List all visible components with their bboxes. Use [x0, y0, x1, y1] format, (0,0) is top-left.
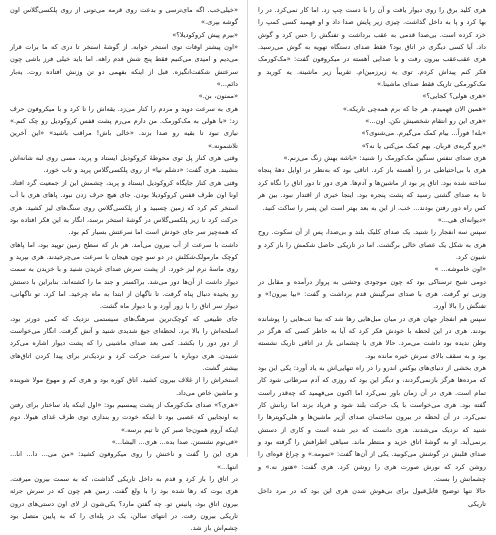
paragraph: هری این را گفت و ناخنش را روی میکروفون کشید: «من می... دا... انا... انتها...» — [10, 450, 238, 471]
paragraph: «خیلی‌خب. اگه ما‌ی‌ترسی و بدعت روی قرمه می‌تونی از روی پلکسی‌گلاس اون گوشه بپری.» — [10, 6, 238, 27]
paragraph: «دیوانه‌ای هی...» — [437, 215, 486, 224]
left-page — [0, 0, 248, 533]
paragraph: وقتی هری کنار پل توی محوطهٔ کروکودیل ایستاد و پرید، مسی روی لبه شانه‌اش بنشیند. هری گفت: «دشلم نیا» از روی پلکسی‌گلاس پرید و تاب خورد. — [10, 154, 238, 175]
paragraph: «هری؟» صدای مک‌کورمک از پشت پیمسیم بود: «اول اینکه یاد ساختار برای رفتن به اونجاییں که عصبی بود تا اینکه خودت رو بندازی توی ظرف غذای هیولا. دوم اینکه آروم همون‌جا صبر کن تا تیم برسه.» — [10, 401, 238, 434]
paragraph: دومی شیح ترسناکی بود که چون موجودی وحشی به پرواز درآمده و مقابل در وزنی تو گرفت. هری با صدای سرگینش قدم برداشت و گفت: «بیا بیرون!» و تفنگش را بالا آورد. — [258, 277, 486, 311]
paragraph: وقتی هری کنار جایگاه کروکودیل ایستاد و پرید، چشمش این از جمعیت گرد افتاد. اونا اون طرف قفس کروکودیلا بودن. جای هیچ حرف زدن نبود. پاهای هری با آب استخر کم کرد که زمین چسبید و از پلکسی‌گلاس روی سنگ‌های لیز کشید. هری حرکت کرد تا زیر پلکسی‌گلاس در گوشهٔ استخر برسد، انگار به این فکر افتاده بود که همه‌چیز سر جای خودش است اما سرعتش بسیار کم بود. — [10, 178, 238, 237]
paragraph: «بیرم پیش کروکودیلا؟» — [172, 30, 238, 39]
paragraph: «هری این رو انتقام شخصیش نکن. اون...» — [365, 117, 486, 126]
paragraph: هری صدای تنفس سنگین مک‌کورمک را شنید: «باشه بهش زنگ می‌زنم.» — [283, 154, 486, 163]
paragraph: «برو گربه‌ی قربان. بهم کمک می‌کنی یا نه؟» — [361, 141, 486, 150]
paragraph: «ممنون، بن.» — [198, 92, 238, 101]
paragraph: داشت با سرعت از آب بیرون می‌آمد. هر بار که سطح زمین توپید بود، اما پاهای کوچک مارمولک‌شکلش در دو سو چون هیجان با سرعت می‌چرخیدند. هری بپرید و روی ماسهٔ نرم لیز خورد. از پشت سرش صدای غریدن شنید و با خزیدن به سمت دیوار داشت از آن‌ها دور می‌شد. براکستر و جند ما را کشته‌اند. بنابراین با دستش رو یخیده دنبال پناه گرفت. تا ناگهان از ابتدا به ماه چرخید. اما کرد. تو ناگهانی، دیوار سر اتاق را با زور آورد و با دیوار ماه گشت. — [10, 240, 238, 311]
paragraph: «همین الان فهمیدم. هر جا که برم همه‌چی تاریکه.» — [342, 104, 486, 113]
paragraph: جای طبیعی که کوچک‌ترین سرهنگ‌های سیستمی نزدیک که کمی دورتر بود، اسلحه‌اش را بالا برد. لحظه‌ای جیغ شدیدی شنید و آتش گرفت. انگار می‌خواست از دور دور را بکشد. کمی بعد صدای ماشینی را که پشت دیوار اشاره می‌کرد شنیدن. هری دوباره با سرعت حرکت کرد و نزدیک‌تر برای پیدا کردن اتاق‌های بیشتر گشت. — [10, 314, 238, 372]
paragraph: هری با بی‌احتیاطی در را آهسته باز کرد. اتاقی بود که به‌نظر در اوایل دههٔ پنجاه ساخته شده بود. اتاق پر بود از ماشین‌ها و آدم‌ها. هری دور تا دور اتاق را نگاه کرد تا به صدای گشتی رسید که پشت پنجره بود. اینجا خبری از اقتدار نبود. بین هر کس راه دور رفتن بودند... خب. از این به بعد بهتر است این پسر را ساکت کنید. — [258, 166, 486, 212]
page-gutter — [247, 0, 248, 457]
paragraph: «اون خاموشه... » — [434, 265, 486, 274]
paragraph: هری بخشی از دنیای‌های یوکس اندرو را در راه تنهایی‌اش به یاد آورد: یکی این بود که مرده‌ها هرگز بازنمی‌گردند، و دیگر این بود که روزی که آدم سرطانی شود کار تمام است. هری در آن زمان باور نمی‌کرد اما اکنون می‌فهمید که چه‌قدر راست گفته بود. هری می‌خواست با یک حرکت بلند شود و فریاد بزند اما زبانش کار نمی‌کرد. در آن لحظه در بیرون ساختمان صدای آژیر ماشین‌ها و هلی‌کوپترها را شنید که نزدیک می‌شدند. هری دانست که دیر شده است و کاری از دستش برنمی‌آید. او به گوشهٔ اتاق خزید و منتظر ماند. سیاهی اطرافش را گرفته بود و صدای قلبش در گوشش می‌کوبید. یکی از آن‌ها گفت: «تمومه.» و چراغ قوه‌ای را روشن کرد که نورش صورت هری را روشن کرد. هری گفت: «هنوز نه.» و چشمانش را بست. — [258, 363, 486, 484]
paragraph: سپس سه انفجار را شنید. یک صدای کلیک بلند و بی‌صدا، پس از آن سکوت. روح هری به شکل یک عصای خالی برگشت. اما در تاریکی حاصل شکمش را باز کرد و شیون کرد. — [258, 228, 486, 261]
paragraph: سپس هم انفجار جهان هری در میان مبل‌هایی رها شد که بیتا تب‌هایی را پوشانده بودند. هری در این لحظه با خودش فکر کرد که آیا به خاطر کسی که هرگز در وطن ندیده بود داشت می‌مرد. حالا هری با چشمانی باز در اتاقی تاریک نشسته بود و به سقف بالای سرش خیره مانده بود. — [258, 314, 486, 360]
right-page — [248, 0, 496, 508]
paragraph: در اتاق را باز کرد و قدم به داخل تاریکی گذاشت، که به سمت بیرون میرفت. هری بوت که رها شده بود را با ولع گفت. زمین هم چون که در سرش جرئه بیرون اتاق بود، پانیس تو. چه گفتن مارد؟ یکی‌شون از لای اون دستی‌های درون تاریکی بیرون رفت. در انتهای سالن، یک در پله‌ای را که به پایین متصل بود چشم‌اش باز شد. — [10, 475, 238, 533]
paragraph: هری به سرعت دوید و مردم را کنار می‌زد. یقه‌اش را تا کرد و با میکروفون حرف زد: «با هولی به مک‌کورمک. من دارم می‌رم پشت قفس کروکودیل رو چک کنم.» نیازی نبود تا بقیه رو صدا بزند. «خالی باش! مراقب باشید» «این آخرین تلاشمونه.» — [10, 104, 238, 150]
paragraph: هری کلید برق را روی دیوار یافت و آن را با دست چپ زد. اما کار نمی‌کرد. در را بها کرد و پا به داخل گذاشت. چیزی زیر پایش صدا داد و او فهمید کسی کمپ را خرد کرده است. بی‌صدا قدمی به عقب برداشت و تفنگش را حس کرد و گوش داد. آیا کسی دیگری در اتاق بود؟ فقط صدای دستگاه تهویه به گوش می‌رسید. هری عقب‌عقب بیرون رفت و یا صدایی آهسته در میکروفون گفت: «مک‌کورمک فکر کنم پیداش کردم. توی یه زیرزمین‌ام. تقریباً زیر ماشینه. یه کورید و مک‌کورمکی تاریک فقط صدای ماشینا.» — [258, 6, 486, 89]
paragraph: «بله! فوراً... بیام کمک می‌گیرم. می‌شنوی؟» — [361, 129, 486, 138]
paragraph: استخراش را از غلاف بیرون کشید. اتاق کوره بود و هری کم و مهوع مولا شوینده و ماشین خاص می‌داد. — [10, 376, 238, 397]
paragraph: «فی‌توم نشستن. صدا بده... هری... الیشا...» — [111, 438, 238, 447]
paragraph: «هری هولی؟ کجایی؟» — [422, 92, 486, 101]
paragraph: حالا تنها توضیح قابل‌قبول برای بی‌هوش شدن هری این بود که در مرد داخل تاریکی — [258, 487, 486, 508]
paragraph: «اون پیشتر اوقات توی استخر خوابه. از گوشهٔ استخر تا دری که ما برات قرار می‌دیم و امیدی می‌کنیم فقط پنج شش قدم راهه. اما باید خیلی فرز باشی چون سرعتش شکفت‌انگیزه. قبل از اینکه بفهمی دو تن وزنش افتاده روت. یه‌بار دائم...» — [10, 43, 238, 89]
